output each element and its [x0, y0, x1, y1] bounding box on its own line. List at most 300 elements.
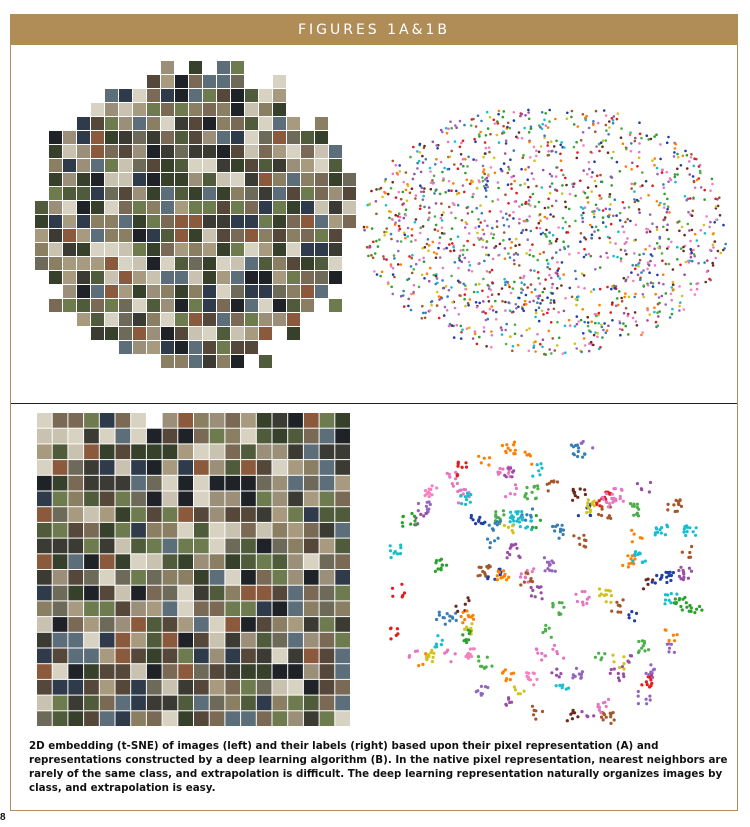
thumbnail-image [189, 327, 202, 340]
thumbnail-image [84, 413, 99, 428]
label-point [520, 335, 523, 338]
label-point [518, 205, 521, 208]
thumbnail-image [288, 617, 303, 632]
label-point [495, 318, 498, 321]
label-point [563, 310, 566, 313]
label-point [633, 239, 636, 242]
thumbnail-image [320, 476, 335, 491]
label-point [571, 110, 574, 113]
label-point [600, 514, 603, 517]
label-point [638, 254, 641, 257]
pixel-embedding-image-mosaic [35, 61, 357, 371]
label-point [625, 307, 628, 310]
label-point [576, 157, 579, 160]
thumbnail-image [273, 243, 286, 256]
label-point [548, 231, 551, 234]
thumbnail-image [273, 89, 286, 102]
label-point [501, 333, 504, 336]
label-point [459, 120, 462, 123]
label-point [502, 513, 505, 516]
thumbnail-image [105, 117, 118, 130]
label-point [523, 581, 526, 584]
label-point [529, 301, 532, 304]
label-point [491, 305, 494, 308]
label-point [629, 502, 632, 505]
thumbnail-image [231, 187, 244, 200]
label-point [712, 264, 715, 267]
thumbnail-image [231, 75, 244, 88]
label-point [662, 283, 665, 286]
label-point [466, 249, 469, 252]
label-point [572, 488, 575, 491]
label-point [485, 665, 488, 668]
thumbnail-image [84, 633, 99, 648]
thumbnail-image [63, 145, 76, 158]
thumbnail-image [91, 103, 104, 116]
label-point [667, 205, 670, 208]
label-point [540, 652, 543, 655]
thumbnail-image [320, 586, 335, 601]
label-point [529, 196, 532, 199]
thumbnail-image [189, 299, 202, 312]
label-point [693, 165, 696, 168]
label-point [454, 477, 457, 480]
label-point [622, 322, 625, 325]
label-point [655, 574, 658, 577]
label-point [528, 453, 531, 456]
label-point [526, 286, 529, 289]
label-point [483, 326, 486, 329]
label-point [408, 656, 411, 659]
thumbnail-image [68, 586, 83, 601]
thumbnail-image [231, 355, 244, 368]
label-point [634, 201, 637, 204]
thumbnail-image [194, 680, 209, 695]
label-point [429, 267, 432, 270]
thumbnail-image [194, 570, 209, 585]
label-point [519, 583, 522, 586]
thumbnail-image [116, 523, 131, 538]
thumbnail-image [131, 570, 146, 585]
label-point [482, 278, 485, 281]
label-point [634, 140, 637, 143]
label-point [712, 232, 715, 235]
label-point [422, 198, 425, 201]
label-point [696, 288, 699, 291]
thumbnail-image [231, 327, 244, 340]
label-point [452, 202, 455, 205]
thumbnail-image [147, 444, 162, 459]
label-point [595, 502, 598, 505]
label-point [560, 159, 563, 162]
label-point [543, 654, 546, 657]
label-point [506, 556, 509, 559]
thumbnail-image [203, 173, 216, 186]
thumbnail-image [320, 570, 335, 585]
label-point [637, 274, 640, 277]
label-point [677, 569, 680, 572]
label-point [639, 259, 642, 262]
thumbnail-image [194, 523, 209, 538]
label-point [515, 136, 518, 139]
label-point [583, 274, 586, 277]
label-point [462, 184, 465, 187]
label-point [649, 698, 652, 701]
thumbnail-image [77, 215, 90, 228]
label-point [450, 275, 453, 278]
label-point [565, 184, 568, 187]
thumbnail-image [133, 145, 146, 158]
label-point [447, 168, 450, 171]
label-point [513, 149, 516, 152]
label-point [564, 221, 567, 224]
label-point [649, 213, 652, 216]
label-point [409, 156, 412, 159]
label-point [530, 283, 533, 286]
label-point [703, 224, 706, 227]
thumbnail-image [91, 117, 104, 130]
thumbnail-image [189, 173, 202, 186]
label-point [520, 510, 523, 513]
thumbnail-image [241, 429, 256, 444]
label-point [473, 291, 476, 294]
label-point [666, 198, 669, 201]
thumbnail-image [335, 444, 350, 459]
label-point [419, 143, 422, 146]
label-point [545, 229, 548, 232]
label-point [505, 704, 508, 707]
thumbnail-image [259, 117, 272, 130]
thumbnail-image [161, 117, 174, 130]
label-point [439, 193, 442, 196]
label-point [413, 173, 416, 176]
label-point [588, 168, 591, 171]
label-point [553, 301, 556, 304]
thumbnail-image [231, 89, 244, 102]
label-point [430, 493, 433, 496]
label-point [641, 184, 644, 187]
label-point [669, 579, 672, 582]
label-point [687, 556, 690, 559]
label-point [486, 240, 489, 243]
thumbnail-image [131, 554, 146, 569]
thumbnail-image [119, 131, 132, 144]
label-point [403, 591, 406, 594]
label-point [633, 190, 636, 193]
thumbnail-image [315, 187, 328, 200]
label-point [443, 248, 446, 251]
label-point [453, 249, 456, 252]
thumbnail-image [329, 187, 342, 200]
thumbnail-image [335, 601, 350, 616]
thumbnail-image [329, 159, 342, 172]
thumbnail-image [161, 201, 174, 214]
thumbnail-image [163, 664, 178, 679]
label-point [440, 558, 443, 561]
label-point [532, 193, 535, 196]
label-point [464, 461, 467, 464]
label-point [460, 153, 463, 156]
label-point [392, 267, 395, 270]
thumbnail-image [194, 476, 209, 491]
label-point [656, 173, 659, 176]
thumbnail-image [304, 444, 319, 459]
label-point [641, 639, 644, 642]
label-point [586, 173, 589, 176]
thumbnail-image [68, 664, 83, 679]
label-point [641, 171, 644, 174]
label-point [465, 466, 468, 469]
label-point [630, 610, 633, 613]
label-point [487, 296, 490, 299]
label-point [670, 592, 673, 595]
thumbnail-image [133, 313, 146, 326]
label-point [535, 309, 538, 312]
label-point [440, 643, 443, 646]
thumbnail-image [329, 257, 342, 270]
label-point [494, 122, 497, 125]
thumbnail-image [335, 633, 350, 648]
thumbnail-image [163, 507, 178, 522]
label-point [622, 667, 625, 670]
label-point [681, 226, 684, 229]
label-point [513, 119, 516, 122]
label-point [461, 328, 464, 331]
label-point [547, 126, 550, 129]
label-point [412, 146, 415, 149]
thumbnail-image [100, 460, 115, 475]
thumbnail-image [241, 460, 256, 475]
label-point [422, 312, 425, 315]
label-point [548, 482, 551, 485]
label-point [393, 254, 396, 257]
thumbnail-image [161, 215, 174, 228]
label-point [513, 441, 516, 444]
label-point [682, 246, 685, 249]
label-point [585, 511, 588, 514]
label-point [375, 200, 378, 203]
thumbnail-image [131, 413, 146, 428]
label-point [562, 217, 565, 220]
label-point [547, 198, 550, 201]
thumbnail-image [245, 215, 258, 228]
thumbnail-image [189, 75, 202, 88]
label-point [511, 241, 514, 244]
label-point [385, 258, 388, 261]
thumbnail-image [231, 117, 244, 130]
label-point [445, 247, 448, 250]
label-point [536, 484, 539, 487]
label-point [559, 672, 562, 675]
thumbnail-image [335, 680, 350, 695]
label-point [559, 249, 562, 252]
thumbnail-image [343, 173, 356, 186]
label-point [598, 304, 601, 307]
label-point [639, 277, 642, 280]
thumbnail-image [116, 711, 131, 726]
thumbnail-image [163, 633, 178, 648]
label-point [515, 307, 518, 310]
thumbnail-image [68, 617, 83, 632]
label-point [472, 193, 475, 196]
label-point [542, 291, 545, 294]
label-point [400, 198, 403, 201]
thumbnail-image [203, 75, 216, 88]
thumbnail-image [241, 444, 256, 459]
thumbnail-image [217, 159, 230, 172]
label-point [700, 229, 703, 232]
label-point [410, 240, 413, 243]
label-point [685, 261, 688, 264]
thumbnail-image [53, 444, 68, 459]
thumbnail-image [119, 103, 132, 116]
label-point [400, 263, 403, 266]
thumbnail-image [203, 355, 216, 368]
thumbnail-image [320, 696, 335, 711]
label-point [397, 263, 400, 266]
label-point [555, 272, 558, 275]
label-point [640, 197, 643, 200]
label-point [663, 193, 666, 196]
label-point [519, 525, 522, 528]
thumbnail-image [217, 103, 230, 116]
thumbnail-image [147, 173, 160, 186]
label-point [607, 325, 610, 328]
thumbnail-image [163, 680, 178, 695]
label-point [434, 570, 437, 573]
thumbnail-image [100, 617, 115, 632]
thumbnail-image [231, 313, 244, 326]
label-point [624, 221, 627, 224]
thumbnail-image [194, 444, 209, 459]
label-point [463, 298, 466, 301]
thumbnail-image [287, 173, 300, 186]
label-point [475, 207, 478, 210]
thumbnail-image [175, 145, 188, 158]
thumbnail-image [304, 523, 319, 538]
thumbnail-image [147, 313, 160, 326]
label-point [533, 146, 536, 149]
label-point [607, 589, 610, 592]
label-point [641, 331, 644, 334]
label-point [572, 534, 575, 537]
label-point [676, 153, 679, 156]
label-point [680, 164, 683, 167]
thumbnail-image [163, 444, 178, 459]
thumbnail-image [37, 444, 52, 459]
label-point [424, 317, 427, 320]
label-point [564, 201, 567, 204]
thumbnail-image [288, 696, 303, 711]
label-point [464, 226, 467, 229]
label-point [666, 141, 669, 144]
label-point [612, 255, 615, 258]
label-point [478, 566, 481, 569]
label-point [504, 257, 507, 260]
label-point [377, 245, 380, 248]
label-point [719, 214, 722, 217]
label-point [566, 117, 569, 120]
label-point [642, 253, 645, 256]
label-point [587, 498, 590, 501]
label-point [515, 487, 518, 490]
label-point [555, 650, 558, 653]
thumbnail-image [175, 173, 188, 186]
thumbnail-image [245, 187, 258, 200]
label-point [417, 664, 420, 667]
thumbnail-image [273, 131, 286, 144]
label-point [449, 155, 452, 158]
label-point [567, 231, 570, 234]
label-point [475, 159, 478, 162]
thumbnail-image [84, 601, 99, 616]
thumbnail-image [320, 633, 335, 648]
thumbnail-image [161, 341, 174, 354]
thumbnail-image [91, 299, 104, 312]
label-point [582, 144, 585, 147]
label-point [686, 154, 689, 157]
label-point [589, 224, 592, 227]
label-point [433, 175, 436, 178]
label-point [592, 344, 595, 347]
label-point [466, 653, 469, 656]
label-point [532, 713, 535, 716]
thumbnail-image [77, 285, 90, 298]
label-point [684, 195, 687, 198]
thumbnail-image [288, 476, 303, 491]
thumbnail-image [119, 327, 132, 340]
label-point [618, 604, 621, 607]
label-point [644, 560, 647, 563]
thumbnail-image [259, 145, 272, 158]
label-point [551, 205, 554, 208]
label-point [531, 570, 534, 573]
thumbnail-image [257, 649, 272, 664]
label-point [542, 169, 545, 172]
label-point [497, 537, 500, 540]
label-point [704, 232, 707, 235]
label-point [529, 269, 532, 272]
label-point [539, 519, 542, 522]
label-point [500, 326, 503, 329]
label-point [607, 505, 610, 508]
thumbnail-image [304, 586, 319, 601]
label-point [683, 596, 686, 599]
thumbnail-image [131, 601, 146, 616]
label-point [620, 297, 623, 300]
label-point [667, 238, 670, 241]
label-point [462, 254, 465, 257]
label-point [687, 211, 690, 214]
thumbnail-image [194, 617, 209, 632]
label-point [646, 134, 649, 137]
label-point [505, 213, 508, 216]
thumbnail-image [133, 173, 146, 186]
label-point [543, 556, 546, 559]
label-point [690, 153, 693, 156]
label-point [691, 229, 694, 232]
label-point [526, 220, 529, 223]
label-point [551, 286, 554, 289]
label-point [593, 230, 596, 233]
label-point [399, 216, 402, 219]
label-point [506, 218, 509, 221]
label-point [540, 467, 543, 470]
thumbnail-image [217, 257, 230, 270]
thumbnail-image [49, 257, 62, 270]
label-point [530, 463, 533, 466]
label-point [512, 345, 515, 348]
